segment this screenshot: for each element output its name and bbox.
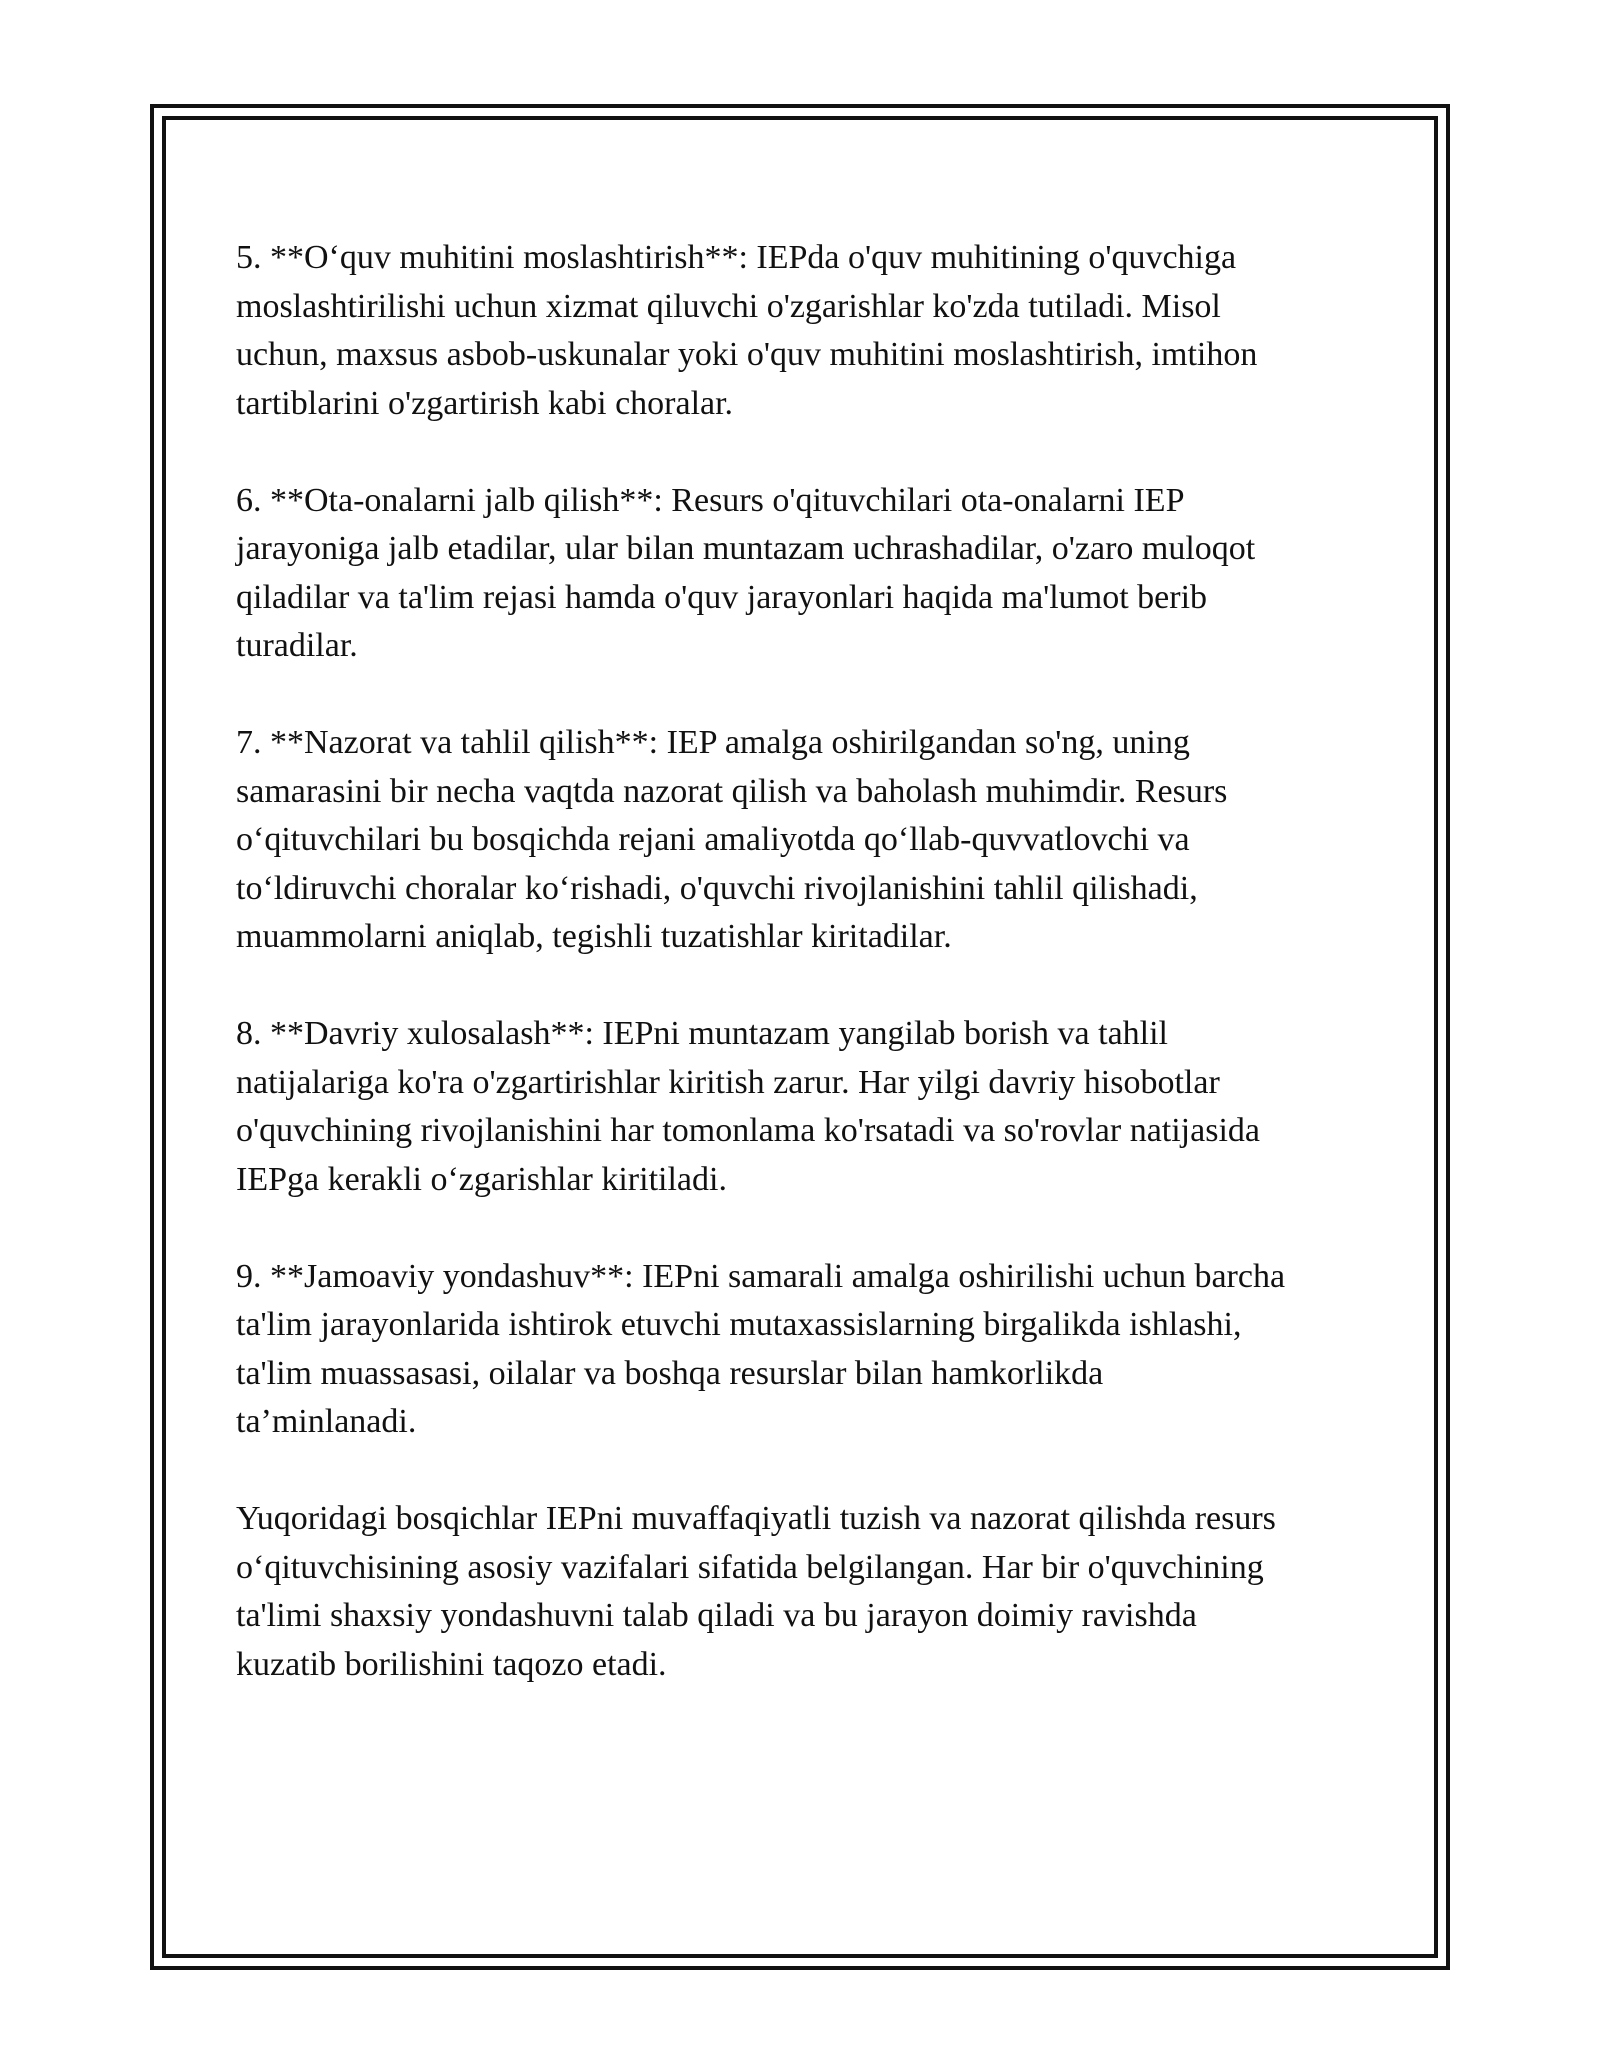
document-body	[236, 234, 1376, 1738]
paragraph-item-6: 6. **Ota-onalarni jalb qilish**: Resurs o'qituvchilari ota-onalarni IEP jarayoniga jalb etadilar, ular bilan muntazam uchrashadilar, o'zaro muloqot qiladilar va ta'lim rejasi hamda o'quv jarayonlari haqida ma'lumot berib turadilar.	[236, 481, 1256, 664]
conclusion-paragraph: Yuqoridagi bosqichlar IEPni muvaffaqiyatli tuzish va nazorat qilishda resurs o‘qituvchisining asosiy vazifalari sifatida belgilangan. Har bir o'quvchining ta'limi shaxsiy yondashuvni talab qiladi va bu jarayon doimiy ravishda kuzatib borilishini taqozo etadi.	[236, 1500, 1276, 1683]
paragraph-item-5: 5. **O‘quv muhitini moslashtirish**: IEPda o'quv muhitining o'quvchiga moslashtirilishi uchun xizmat qiluvchi o'zgarishlar ko'zda tutiladi. Misol uchun, maxsus asbob-uskunalar yoki o'quv muhitini moslashtirish, imtihon tartiblarini o'zgartirish kabi choralar.	[236, 239, 1258, 422]
paragraph-item-8: 8. **Davriy xulosalash**: IEPni muntazam yangilab borish va tahlil natijalariga ko'ra o'zgartirishlar kiritish zarur. Har yilgi davriy hisobotlar o'quvchining rivojlanishini har tomonlama ko'rsatadi va so'rovlar natijasida IEPga kerakli o‘zgarishlar kiritiladi.	[236, 1015, 1260, 1198]
paragraph-item-9: 9. **Jamoaviy yondashuv**: IEPni samarali amalga oshirilishi uchun barcha ta'lim jarayonlarida ishtirok etuvchi mutaxassislarning birgalikda ishlashi, ta'lim muassasasi, oilalar va boshqa resurslar bilan hamkorlikda ta’minlanadi.	[236, 1257, 1286, 1440]
paragraph-item-7: 7. **Nazorat va tahlil qilish**: IEP amalga oshirilgandan so'ng, uning samarasini bir necha vaqtda nazorat qilish va baholash muhimdir. Resurs o‘qituvchilari bu bosqichda rejani amaliyotda qo‘llab-quvvatlovchi va to‘ldiruvchi choralar ko‘rishadi, o'quvchi rivojlanishini tahlil qilishadi, muammolarni aniqlab, tegishli tuzatishlar kiritadilar.	[236, 724, 1228, 955]
